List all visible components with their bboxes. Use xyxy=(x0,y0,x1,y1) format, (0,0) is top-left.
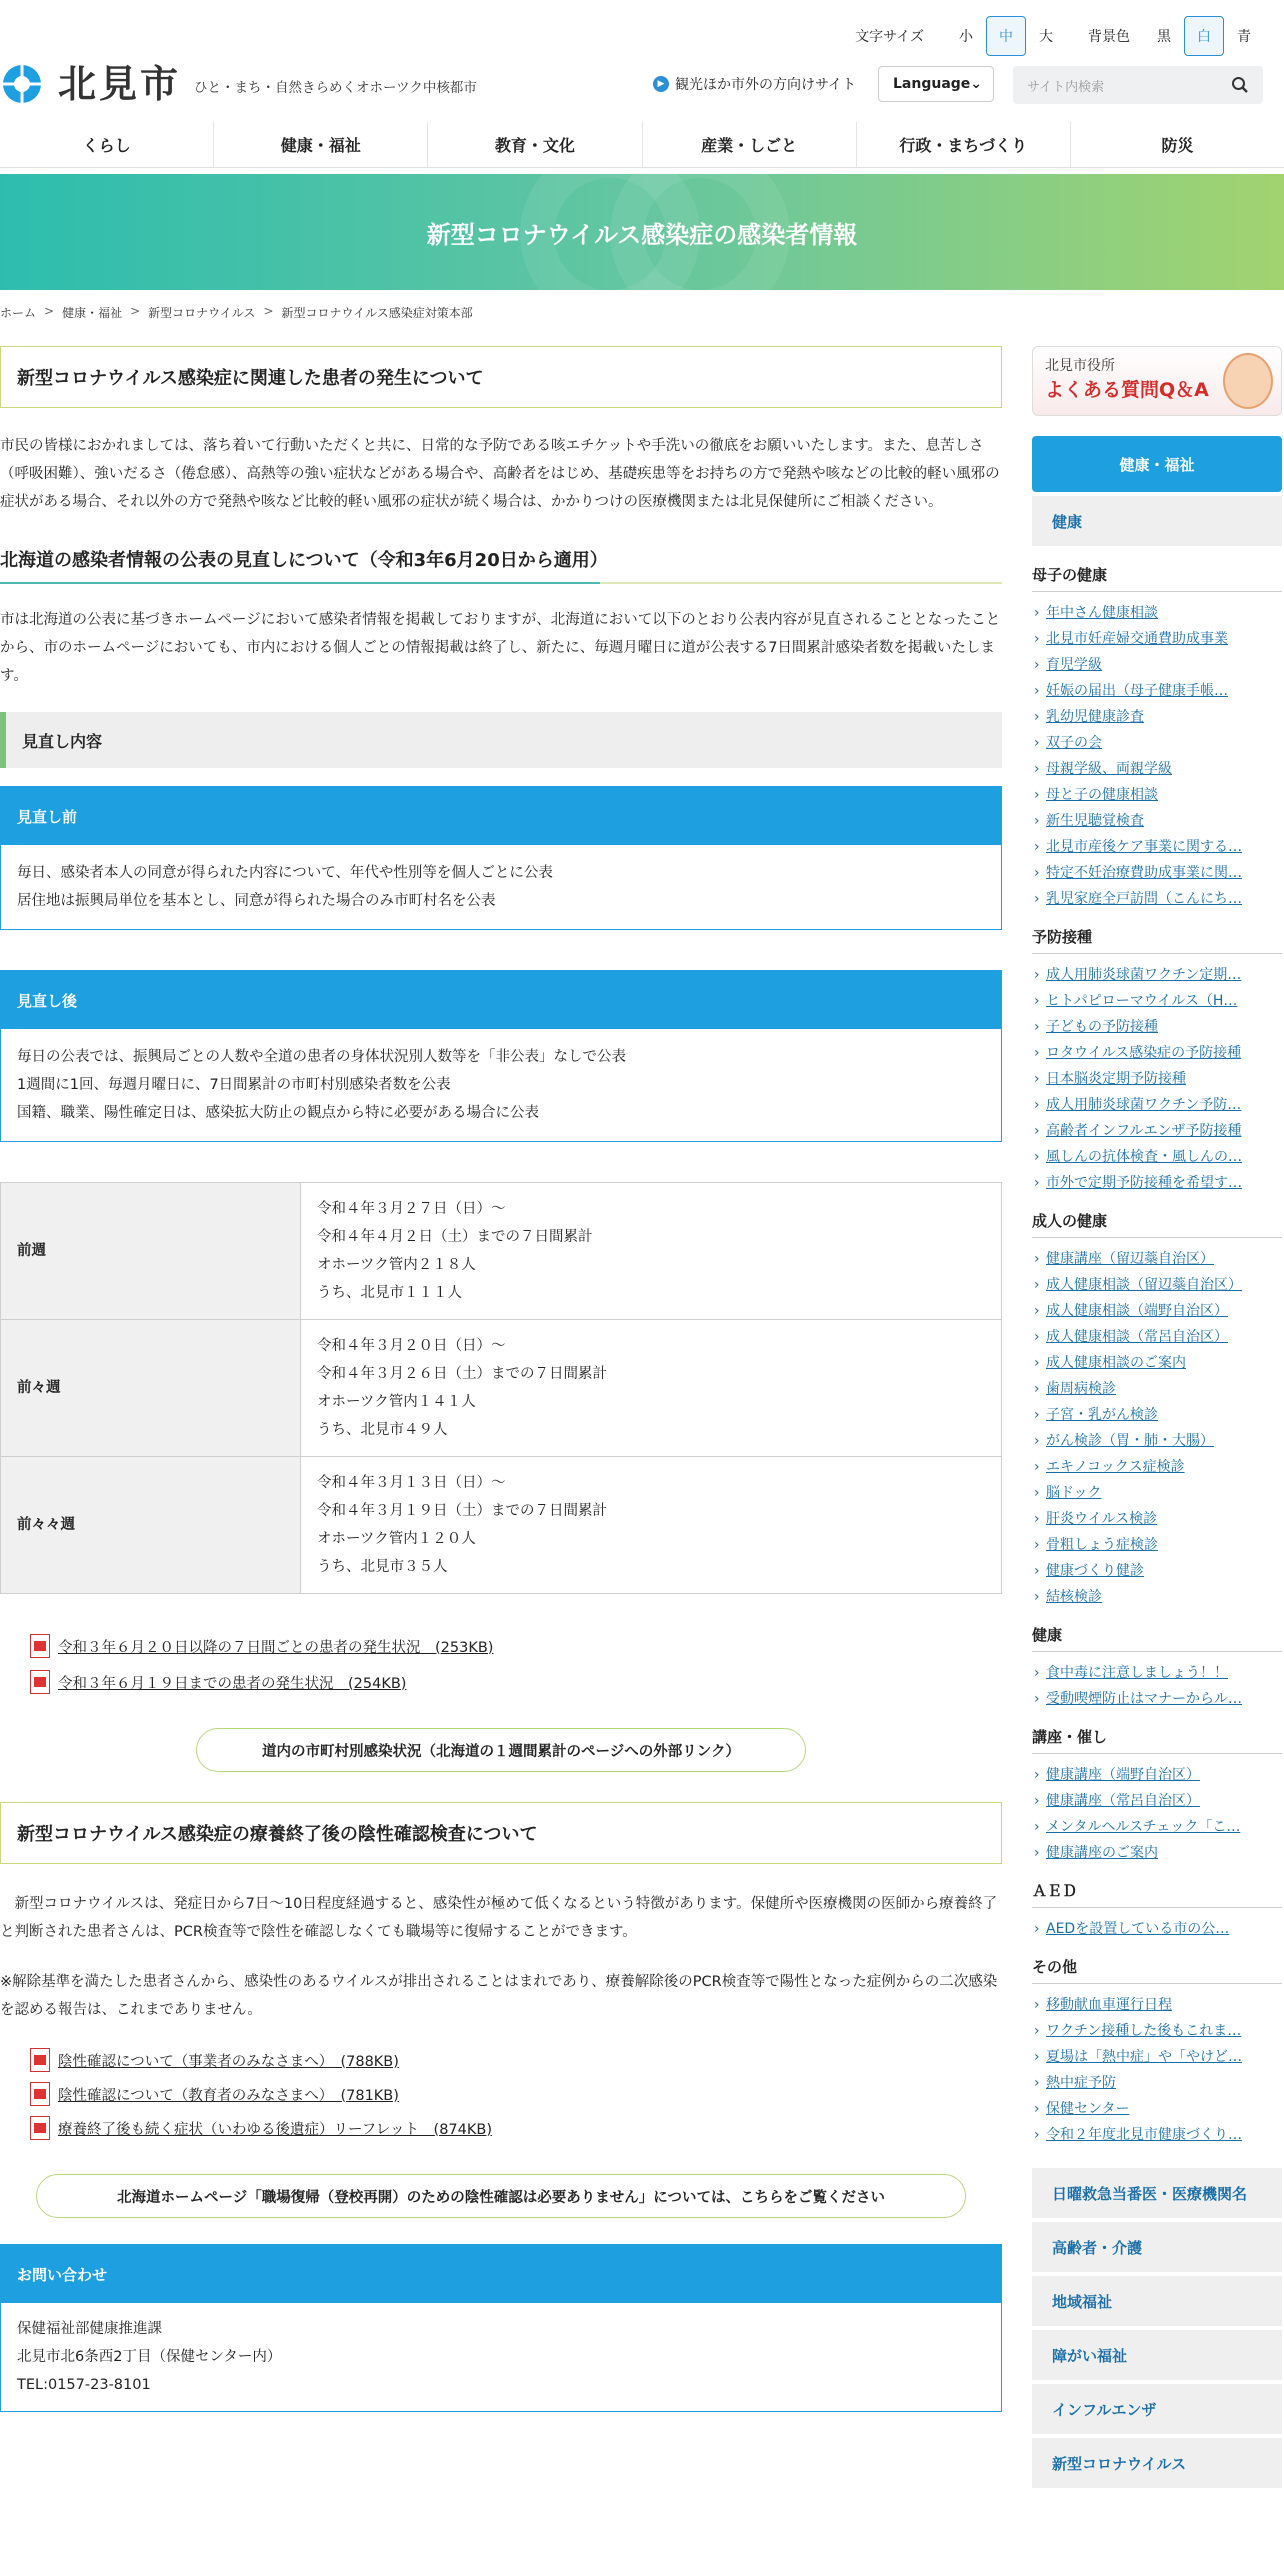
nav-kurashi[interactable]: くらし xyxy=(82,136,131,155)
pdf-link[interactable]: 陰性確認について（教育者のみなさまへ） (781KB) xyxy=(30,2082,1002,2106)
sidebar-group: その他 › 移動献血車運行日程 › ワクチン接種した後もこれま… › 夏場は「熱中症」や「やけど… › 熱中症予防 › 保健センター › 令和２年度北見市健康づくり… xyxy=(1032,1956,1282,2148)
sidebar-link[interactable]: › 北見市妊産婦交通費助成事業 xyxy=(1032,626,1282,652)
sidebar-link[interactable]: › 令和２年度北見市健康づくり… xyxy=(1032,2122,1282,2148)
sidebar-link[interactable]: › メンタルヘルスチェック「こ… xyxy=(1032,1814,1282,1840)
sidebar-link[interactable]: › 脳ドック xyxy=(1032,1480,1282,1506)
sidebar-link[interactable]: › AEDを設置している市の公… xyxy=(1032,1916,1282,1942)
breadcrumb-health[interactable]: 健康・福祉 xyxy=(62,306,123,320)
sidebar-button[interactable]: 高齢者・介護 xyxy=(1032,2222,1282,2272)
arrow-right-icon: ▶ xyxy=(653,76,669,92)
pdf-icon xyxy=(30,2116,50,2140)
pdf-icon xyxy=(30,1670,50,1694)
font-size-small[interactable]: 小 xyxy=(959,29,973,45)
sidebar-button[interactable]: 地域福祉 xyxy=(1032,2276,1282,2326)
sidebar-link[interactable]: › ロタウイルス感染症の予防接種 xyxy=(1032,1040,1282,1066)
sidebar-link[interactable]: › 北見市産後ケア事業に関する… xyxy=(1032,834,1282,860)
before-review-box xyxy=(0,786,1002,930)
sidebar-link[interactable]: › 成人用肺炎球菌ワクチン予防… xyxy=(1032,1092,1282,1118)
pdf-link[interactable]: 陰性確認について（事業者のみなさまへ） (788KB) xyxy=(30,2048,1002,2072)
font-size-label: 文字サイズ xyxy=(855,29,924,45)
sidebar-sub-title[interactable]: 健康 xyxy=(1032,496,1282,546)
row-value: 令和４年３月２７日（日）～ 令和４年４月２日（土）までの７日間累計 オホーツク管内２１８人 うち、北見市１１１人 xyxy=(301,1183,1002,1320)
sidebar-link[interactable]: › 成人用肺炎球菌ワクチン定期… xyxy=(1032,962,1282,988)
nav-administration[interactable]: 行政・まちづくり xyxy=(856,122,1070,167)
sidebar-link[interactable]: › 新生児聴覚検査 xyxy=(1032,808,1282,834)
sidebar-link[interactable]: › がん検診（胃・肺・大腸） xyxy=(1032,1428,1282,1454)
sidebar-bottom-nav xyxy=(1032,2168,1282,2488)
after-review-box xyxy=(0,970,1002,1142)
row-header: 前々々週 xyxy=(1,1457,301,1594)
sidebar-link[interactable]: › 双子の会 xyxy=(1032,730,1282,756)
row-value: 令和４年３月１３日（日）～ 令和４年３月１９日（土）までの７日間累計 オホーツク管内１２０人 うち、北見市３５人 xyxy=(301,1457,1002,1594)
row-header: 前週 xyxy=(1,1183,301,1320)
sidebar-button[interactable]: 新型コロナウイルス xyxy=(1032,2438,1282,2488)
sidebar-group: 成人の健康 › 健康講座（留辺蘂自治区） › 成人健康相談（留辺蘂自治区） › 成人健康相談（端野自治区） › 成人健康相談（常呂自治区） › 成人健康相談のご案内 › 歯周病検診 › 子宮・乳がん検診 › がん検診（胃・肺・大腸） › エキノコックス症検診 › 脳ドック › 肝炎ウイルス検診 › 骨粗しょう症検診 › 健康づくり健診 › 結核検診 xyxy=(1032,1210,1282,1610)
city-logo-icon[interactable] xyxy=(2,64,42,104)
bg-color-label: 背景色 xyxy=(1088,29,1130,45)
before-line: 毎日、感染者本人の同意が得られた内容について、年代や性別等を個人ごとに公表 xyxy=(17,865,553,881)
after-line: 1週間に1回、毎週月曜日に、7日間累計の市町村別感染者数を公表 xyxy=(17,1077,451,1093)
sidebar-link[interactable]: › 健康講座のご案内 xyxy=(1032,1840,1282,1866)
tourism-link[interactable]: ▶ 観光ほか市外の方向けサイト xyxy=(653,74,856,94)
sidebar-link[interactable]: › 熱中症予防 xyxy=(1032,2070,1282,2096)
sidebar-link[interactable]: › 成人健康相談のご案内 xyxy=(1032,1350,1282,1376)
sidebar-button[interactable]: インフルエンザ xyxy=(1032,2384,1282,2434)
weekly-cases-table xyxy=(0,1182,1002,1594)
sidebar-link[interactable]: › 健康講座（常呂自治区） xyxy=(1032,1788,1282,1814)
pdf-icon xyxy=(30,2048,50,2072)
before-review-title: 見直し前 xyxy=(1,787,1001,845)
font-size-medium[interactable]: 中 xyxy=(986,16,1026,56)
sidebar-section-title[interactable]: 健康・福祉 xyxy=(1032,436,1282,492)
pdf-link[interactable]: 令和３年６月２０日以降の７日間ごとの患者の発生状況 (253KB) xyxy=(30,1634,1002,1658)
site-search-input[interactable]: サイト内検索 xyxy=(1013,66,1263,104)
breadcrumb-home[interactable]: ホーム xyxy=(0,306,37,320)
font-size-large[interactable]: 大 xyxy=(1039,29,1053,45)
review-heading: 北海道の感染者情報の公表の見直しについて（令和3年6月20日から適用） xyxy=(0,546,1002,584)
sidebar-group: 予防接種 › 成人用肺炎球菌ワクチン定期… › ヒトパピローマウイルス（H… › 子どもの予防接種 › ロタウイルス感染症の予防接種 › 日本脳炎定期予防接種 › 成人用肺炎球菌ワクチン予防… › 高齢者インフルエンザ予防接種 › 風しんの抗体検査・風しんの… › 市外で定期予防接種を希望す… xyxy=(1032,926,1282,1196)
after-line: 国籍、職業、陽性確定日は、感染拡大防止の観点から特に必要がある場合に公表 xyxy=(17,1105,539,1121)
sidebar-link[interactable]: › 骨粗しょう症検診 xyxy=(1032,1532,1282,1558)
sidebar-link[interactable]: › 育児学級 xyxy=(1032,652,1282,678)
intro-paragraph: 市民の皆様におかれましては、落ち着いて行動いただくと共に、日常的な予防である咳エチケットや手洗いの徹底をお願いいたします。また、息苦しさ（呼吸困難）、強いだるさ（倦怠感）、高熱等の強い症状などがある場合や、高齢者をはじめ、基礎疾患等をお持ちの方で発熱や咳などの比較的軽い風邪の症状がある場合、それ以外の方で発熱や咳など比較的軽い風邪の症状が続く場合は、かかりつけの医療機関または北見保健所にご相談ください。 xyxy=(0,438,1000,510)
sidebar-link[interactable]: › エキノコックス症検診 xyxy=(1032,1454,1282,1480)
bg-white[interactable]: 白 xyxy=(1184,16,1224,56)
breadcrumb: ホーム > 健康・福祉 > 新型コロナウイルス > 新型コロナウイルス感染症対策本部 xyxy=(0,304,473,320)
sidebar-link[interactable]: › 子宮・乳がん検診 xyxy=(1032,1402,1282,1428)
pdf-link[interactable]: 療養終了後も続く症状（いわゆる後遺症）リーフレット (874KB) xyxy=(30,2116,1002,2140)
sidebar xyxy=(1032,346,1282,2492)
sidebar-link[interactable]: › 母と子の健康相談 xyxy=(1032,782,1282,808)
sidebar-link[interactable]: › 市外で定期予防接種を希望す… xyxy=(1032,1170,1282,1196)
contact-line: 保健福祉部健康推進課 xyxy=(17,2321,162,2337)
sidebar-link[interactable]: › 歯周病検診 xyxy=(1032,1376,1282,1402)
sidebar-group: ＡＥＤ › AEDを設置している市の公… xyxy=(1032,1880,1282,1942)
accessibility-bar xyxy=(855,16,1264,56)
sidebar-link[interactable]: › 妊娠の届出（母子健康手帳… xyxy=(1032,678,1282,704)
nav-education-culture[interactable]: 教育・文化 xyxy=(427,122,641,167)
sidebar-group: 健康 › 食中毒に注意しましょう！！ › 受動喫煙防止はマナーからル… xyxy=(1032,1624,1282,1712)
sidebar-link[interactable]: › 乳児家庭全戸訪問（こんにち… xyxy=(1032,886,1282,912)
table-row xyxy=(1,1457,1002,1594)
pdf-link[interactable]: 令和３年６月１９日までの患者の発生状況 (254KB) xyxy=(30,1670,1002,1694)
sidebar-link[interactable]: › 成人健康相談（常呂自治区） xyxy=(1032,1324,1282,1350)
page-title: 新型コロナウイルス感染症の感染者情報 xyxy=(426,220,858,249)
site-logo-text[interactable]: 北見市 xyxy=(58,62,182,106)
contact-line: 北見市北6条西2丁目（保健センター内） xyxy=(17,2349,282,2365)
section-heading: 新型コロナウイルス感染症に関連した患者の発生について xyxy=(0,346,1002,408)
sidebar-link[interactable]: › 健康づくり健診 xyxy=(1032,1558,1282,1584)
breadcrumb-current: 新型コロナウイルス感染症対策本部 xyxy=(281,306,473,320)
sidebar-link[interactable]: › 受動喫煙防止はマナーからル… xyxy=(1032,1686,1282,1712)
mascot-face-icon xyxy=(1223,353,1273,409)
after-line: 毎日の公表では、振興局ごとの人数や全道の患者の身体状況別人数等を「非公表」なしで公表 xyxy=(17,1049,626,1065)
table-row xyxy=(1,1183,1002,1320)
search-icon[interactable] xyxy=(1231,76,1249,94)
sidebar-group: 講座・催し › 健康講座（端野自治区） › 健康講座（常呂自治区） › メンタルヘルスチェック「こ… › 健康講座のご案内 xyxy=(1032,1726,1282,1866)
chevron-down-icon: ⌄ xyxy=(970,76,983,92)
negative-test-paragraph: 新型コロナウイルスは、発症日から7日～10日程度経過すると、感染性が極めて低くなるという特徴があります。保健所や医療機関の医師から療養終了と判断された患者さんは、PCR検査等で陰性を確認しなくても職場等に復帰することができます。 xyxy=(0,1896,998,1940)
sidebar-link[interactable]: › 風しんの抗体検査・風しんの… xyxy=(1032,1144,1282,1170)
sidebar-group: 母子の健康 › 年中さん健康相談 › 北見市妊産婦交通費助成事業 › 育児学級 › 妊娠の届出（母子健康手帳… › 乳幼児健康診査 › 双子の会 › 母親学級、両親学級 › 母と子の健康相談 › 新生児聴覚検査 › 北見市産後ケア事業に関する… › 特定不妊治療費助成事業に関… › 乳児家庭全戸訪問（こんにち… xyxy=(1032,564,1282,912)
sidebar-link[interactable]: › 高齢者インフルエンザ予防接種 xyxy=(1032,1118,1282,1144)
sidebar-link[interactable]: › 保健センター xyxy=(1032,2096,1282,2122)
sidebar-link[interactable]: › 成人健康相談（端野自治区） xyxy=(1032,1298,1282,1324)
nav-health-welfare[interactable]: 健康・福祉 xyxy=(213,122,427,167)
row-value: 令和４年３月２０日（日）～ 令和４年３月２６日（土）までの７日間累計 オホーツク管内１４１人 うち、北見市４９人 xyxy=(301,1320,1002,1457)
sidebar-link[interactable]: › 年中さん健康相談 xyxy=(1032,600,1282,626)
review-paragraph: 市は北海道の公表に基づきホームページにおいて感染者情報を掲載しておりますが、北海道において以下のとおり公表内容が見直されることとなったことから、市のホームページにおいても、市内における個人ごとの情報掲載は終了し、新たに、毎週月曜日に道が公表する7日間累計感染者数を掲載いたします。 xyxy=(0,612,1001,684)
faq-banner[interactable]: 北見市役所 よくある質問Q＆A xyxy=(1032,346,1282,416)
before-line: 居住地は振興局単位を基本とし、同意が得られた場合のみ市町村名を公表 xyxy=(17,893,496,909)
section-heading: 新型コロナウイルス感染症の療養終了後の陰性確認検査について xyxy=(0,1802,1002,1864)
external-link-button[interactable]: 北海道ホームページ「職場復帰（登校再開）のための陰性確認は必要ありません」については、こちらをご覧ください xyxy=(36,2174,966,2218)
sidebar-button[interactable]: 日曜救急当番医・医療機関名 xyxy=(1032,2168,1282,2218)
global-nav xyxy=(0,122,1284,168)
sidebar-link[interactable]: › 成人健康相談（留辺蘂自治区） xyxy=(1032,1272,1282,1298)
bg-blue[interactable]: 青 xyxy=(1237,29,1251,45)
contact-title: お問い合わせ xyxy=(1,2245,1001,2303)
sidebar-link[interactable]: › 日本脳炎定期予防接種 xyxy=(1032,1066,1282,1092)
pdf-icon xyxy=(30,1634,50,1658)
pdf-icon xyxy=(30,2082,50,2106)
contact-line: TEL:0157-23-8101 xyxy=(17,2377,151,2393)
main-content xyxy=(0,346,1002,2412)
sidebar-link[interactable]: › ヒトパピローマウイルス（H… xyxy=(1032,988,1282,1014)
sidebar-link[interactable]: › 特定不妊治療費助成事業に関… xyxy=(1032,860,1282,886)
sidebar-link[interactable]: › 肝炎ウイルス検診 xyxy=(1032,1506,1282,1532)
after-review-title: 見直し後 xyxy=(1,971,1001,1029)
page-hero xyxy=(0,174,1284,290)
sidebar-link[interactable]: › 健康講座（留辺蘂自治区） xyxy=(1032,1246,1282,1272)
sidebar-link[interactable]: › 乳幼児健康診査 xyxy=(1032,704,1282,730)
site-header xyxy=(0,62,1284,110)
sidebar-link[interactable]: › ワクチン接種した後もこれま… xyxy=(1032,2018,1282,2044)
note-paragraph: ※解除基準を満たした患者さんから、感染性のあるウイルスが排出されることはまれであり、療養解除後のPCR検査等で陽性となった症例からの二次感染を認める報告は、これまでありません。 xyxy=(0,1974,998,2018)
sidebar-link[interactable]: › 結核検診 xyxy=(1032,1584,1282,1610)
review-content-heading: 見直し内容 xyxy=(0,712,1002,768)
sidebar-link[interactable]: › 移動献血車運行日程 xyxy=(1032,1992,1282,2018)
contact-box xyxy=(0,2244,1002,2412)
nav-industry-work[interactable]: 産業・しごと xyxy=(642,122,856,167)
nav-disaster[interactable]: 防災 xyxy=(1070,122,1284,167)
sidebar-link[interactable]: › 食中毒に注意しましょう！！ xyxy=(1032,1660,1282,1686)
breadcrumb-covid[interactable]: 新型コロナウイルス xyxy=(148,306,256,320)
external-link-button[interactable]: 道内の市町村別感染状況（北海道の１週間累計のページへの外部リンク） xyxy=(196,1728,806,1772)
table-row xyxy=(1,1320,1002,1457)
sidebar-link[interactable]: › 母親学級、両親学級 xyxy=(1032,756,1282,782)
sidebar-button[interactable]: 障がい福祉 xyxy=(1032,2330,1282,2380)
sidebar-link[interactable]: › 健康講座（端野自治区） xyxy=(1032,1762,1282,1788)
sidebar-link[interactable]: › 子どもの予防接種 xyxy=(1032,1014,1282,1040)
site-tagline: ひと・まち・自然きらめくオホーツク中核都市 xyxy=(194,80,477,96)
sidebar-link[interactable]: › 夏場は「熱中症」や「やけど… xyxy=(1032,2044,1282,2070)
row-header: 前々週 xyxy=(1,1320,301,1457)
bg-black[interactable]: 黒 xyxy=(1157,29,1171,45)
language-select[interactable]: Language ⌄ xyxy=(878,66,994,102)
